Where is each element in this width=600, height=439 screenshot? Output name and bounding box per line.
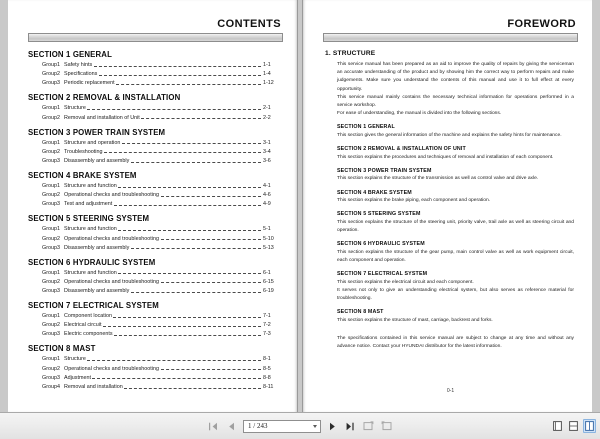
toc-entry-title[interactable]: Component location	[64, 313, 112, 320]
toc-group-number: 1	[57, 226, 60, 233]
toc-dot-leader	[103, 323, 261, 327]
toc-entry-row[interactable]	[42, 71, 283, 77]
toc-section	[28, 214, 283, 250]
foreword-section	[337, 271, 574, 303]
toc-entry-title[interactable]: Electric components	[64, 331, 113, 338]
toc-group-number: 2	[57, 192, 60, 199]
toc-entry-row[interactable]	[42, 115, 283, 121]
table-of-contents	[28, 50, 283, 390]
foreword-section-title: SECTION 2 REMOVAL & INSTALLATION OF UNIT	[337, 146, 466, 153]
toc-dot-leader	[131, 159, 261, 163]
toc-entry-row[interactable]	[42, 288, 283, 294]
previous-view-button[interactable]	[362, 418, 375, 434]
toc-group-number: 1	[57, 269, 60, 276]
toc-entry-row[interactable]	[42, 192, 283, 198]
document-page-left[interactable]	[8, 0, 298, 412]
foreword-section-title: SECTION 1 GENERAL	[337, 124, 395, 131]
toc-group-number: 1	[57, 62, 60, 68]
toc-section-title: SECTION 5 STEERING SYSTEM	[28, 214, 150, 224]
foreword-section-body: This section gives the general information of the machine and explains the safety hints for maintenance.	[337, 132, 562, 138]
document-page-right[interactable]	[302, 0, 592, 412]
toc-dot-leader	[118, 270, 261, 274]
toc-section-title: SECTION 2 REMOVAL & INSTALLATION	[28, 93, 181, 103]
toc-entry-row[interactable]	[42, 140, 283, 146]
toc-entry-row[interactable]	[42, 384, 283, 390]
toc-dot-leader	[94, 63, 261, 67]
toc-page-number: 7-1	[263, 313, 271, 320]
next-page-button[interactable]	[326, 418, 339, 434]
toc-entry-title[interactable]: Structure	[64, 105, 86, 112]
toc-group-number: 2	[57, 278, 60, 285]
toc-group-label: Group	[42, 192, 57, 199]
toc-group-number: 3	[57, 80, 60, 87]
toc-dot-leader	[161, 279, 262, 283]
toc-group-label: Group	[42, 105, 57, 112]
toc-entry-row[interactable]	[42, 245, 283, 251]
toc-page-number: 4-1	[263, 182, 271, 189]
toc-page-number: 1-4	[263, 71, 271, 78]
toc-group-number: 2	[57, 114, 60, 121]
toc-page-number: 2-2	[263, 114, 271, 121]
toc-group-label: Group	[42, 139, 57, 146]
toc-group-number: 3	[57, 157, 60, 164]
toc-entry-row[interactable]	[42, 183, 283, 189]
toc-entry-row[interactable]	[42, 226, 283, 232]
toc-dot-leader	[131, 289, 261, 293]
foreword-section-title: SECTION 5 STEERING SYSTEM	[337, 211, 421, 218]
toc-entry-title[interactable]: Operational checks and troubleshooting	[64, 192, 159, 199]
page-title-contents: CONTENTS	[217, 18, 281, 30]
toc-group-label: Group	[42, 62, 57, 68]
foreword-section-body: This section explains the structure of mast, carriage, backrest and forks.	[337, 317, 493, 323]
foreword-section	[337, 124, 574, 140]
toc-section	[28, 171, 283, 207]
toc-group-label: Group	[42, 278, 57, 285]
toc-page-number: 1-1	[263, 62, 271, 68]
foreword-paragraph: For ease of understanding, the manual is divided into the following sections.	[337, 111, 502, 117]
toc-dot-leader	[122, 140, 261, 144]
foreword-section	[337, 190, 574, 206]
toc-section-title: SECTION 6 HYDRAULIC SYSTEM	[28, 257, 156, 267]
toc-entry-title[interactable]: Structure and function	[64, 182, 117, 189]
toc-dot-leader	[114, 202, 261, 206]
toc-dot-leader	[99, 72, 261, 76]
toc-entry-row[interactable]	[42, 313, 283, 319]
toc-group-number: 2	[57, 148, 60, 155]
foreword-section-title: SECTION 8 MAST	[337, 309, 384, 316]
toc-entry-row[interactable]	[42, 62, 283, 68]
toc-entry-row[interactable]	[42, 279, 283, 285]
toc-entry-title[interactable]: Disassembly and assembly	[64, 244, 130, 251]
toc-group-number: 3	[57, 288, 60, 295]
toc-entry-title[interactable]: Removal and installation	[64, 384, 123, 390]
toc-section	[28, 93, 283, 120]
page-folio: 0-1	[446, 388, 455, 394]
toc-dot-leader	[116, 81, 261, 85]
foreword-section	[337, 309, 574, 325]
toc-group-label: Group	[42, 313, 57, 320]
page-number-value[interactable]: 1 / 243	[248, 421, 268, 430]
toc-group-number: 4	[57, 384, 60, 390]
toc-group-number: 1	[57, 182, 60, 189]
toc-entry-row[interactable]	[42, 270, 283, 276]
toc-page-number: 7-2	[263, 322, 271, 329]
foreword-heading: 1. STRUCTURE	[325, 50, 376, 57]
toc-dot-leader	[161, 193, 262, 197]
toc-entry-row[interactable]	[42, 105, 283, 111]
chevron-down-icon[interactable]	[313, 425, 317, 428]
toc-entry-row[interactable]	[42, 158, 283, 164]
foreword-section-body: This section explains the electrical circuit and each component.	[337, 279, 474, 285]
toc-entry-title[interactable]: Specifications	[64, 71, 98, 78]
single-page-view-button[interactable]	[551, 419, 564, 433]
toc-entry-title[interactable]: Disassembly and assembly	[64, 288, 130, 295]
toc-dot-leader	[87, 357, 261, 361]
toc-group-label: Group	[42, 80, 57, 87]
toc-entry-row[interactable]	[42, 331, 283, 337]
toc-entry-title[interactable]: Safety hints	[64, 62, 93, 68]
toc-dot-leader	[124, 385, 261, 389]
foreword-section-body: This section explains the brake piping, each component and operation.	[337, 198, 491, 204]
toc-entry-title[interactable]: Structure and function	[64, 226, 117, 233]
toc-entry-title[interactable]: Operational checks and troubleshooting	[64, 278, 159, 285]
toc-entry-title[interactable]: Operational checks and troubleshooting	[64, 235, 159, 242]
toc-dot-leader	[87, 106, 261, 110]
toc-group-label: Group	[42, 114, 57, 121]
toc-group-label: Group	[42, 71, 57, 78]
toc-entry-title[interactable]: Troubleshooting	[64, 148, 103, 155]
first-page-button[interactable]	[207, 418, 220, 434]
toc-section	[28, 50, 283, 86]
toc-group-label: Group	[42, 365, 57, 372]
toc-group-label: Group	[42, 331, 57, 338]
toc-section	[28, 301, 283, 337]
toc-entry-title[interactable]: Removal and installation of Unit	[64, 114, 140, 121]
toc-entry-row[interactable]	[42, 149, 283, 155]
toc-page-number: 5-1	[263, 226, 271, 233]
toc-page-number: 7-3	[263, 331, 271, 338]
toc-section	[28, 344, 283, 390]
toc-section-title: SECTION 4 BRAKE SYSTEM	[28, 170, 137, 180]
foreword-section	[337, 241, 574, 265]
toc-group-number: 2	[57, 235, 60, 242]
toc-page-number: 6-1	[263, 269, 271, 276]
foreword-section-body: This section explains the structure of the gear pump, main control valve as well as work equipment circuit, each component and operation.	[337, 249, 574, 263]
toc-section	[28, 258, 283, 294]
foreword-closing-note: The specifications contained in this service manual are subject to change at any time and without any advance notice. Contact your HYUNDAI distributor for the latest information.	[337, 335, 574, 350]
toc-group-label: Group	[42, 226, 57, 233]
toc-entry-title[interactable]: Adjustment	[64, 374, 91, 381]
toc-group-label: Group	[42, 374, 57, 381]
toc-page-number: 8-1	[263, 356, 271, 363]
toc-entry-title[interactable]: Structure and operation	[64, 139, 121, 146]
foreword-section	[337, 146, 574, 162]
toc-group-label: Group	[42, 235, 57, 242]
toc-page-number: 6-15	[263, 278, 274, 285]
toc-page-number: 3-1	[263, 139, 271, 146]
foreword-intro	[337, 61, 574, 118]
foreword-section-body: It serves not only to give an understanding electrical system, but also serves as reference material for troubleshooting.	[337, 287, 574, 301]
toc-group-number: 1	[57, 105, 60, 112]
toc-page-number: 6-19	[263, 288, 274, 295]
toc-dot-leader	[141, 115, 261, 119]
toc-entry-title[interactable]: Disassembly and assembly	[64, 157, 130, 164]
toc-group-number: 3	[57, 201, 60, 208]
foreword-section-list	[323, 124, 578, 324]
two-page-view-button[interactable]	[583, 419, 596, 433]
foreword-section-title: SECTION 4 BRAKE SYSTEM	[337, 189, 412, 196]
toc-group-label: Group	[42, 384, 57, 390]
header-rule-bar-right	[323, 33, 578, 42]
toc-group-number: 3	[57, 331, 60, 338]
toc-entry-row[interactable]	[42, 236, 283, 242]
page-number-input[interactable]	[243, 420, 321, 433]
toc-group-label: Group	[42, 244, 57, 251]
toc-group-number: 1	[57, 356, 60, 363]
toc-entry-title[interactable]: Electrical circuit	[64, 322, 102, 329]
toc-dot-leader	[92, 375, 261, 379]
page-content-right	[323, 18, 578, 402]
foreword-section	[337, 211, 574, 235]
toc-page-number: 8-11	[263, 384, 274, 390]
toc-group-label: Group	[42, 201, 57, 208]
toc-page-number: 8-5	[263, 365, 271, 372]
toc-page-number: 1-12	[263, 80, 274, 87]
toc-group-label: Group	[42, 148, 57, 155]
view-mode-group	[551, 413, 596, 439]
foreword-section-body: This section explains the structure of the steering unit, priority valve, trail axle as well as steering circuit and operation.	[337, 219, 574, 233]
toc-entry-title[interactable]: Periodic replacement	[64, 80, 115, 87]
foreword-section-title: SECTION 3 POWER TRAIN SYSTEM	[337, 167, 432, 174]
foreword-section-body: This section explains the procedures and techniques of removal and installation of each component.	[337, 154, 554, 160]
viewer-toolbar	[0, 412, 600, 439]
toc-section-title: SECTION 3 POWER TRAIN SYSTEM	[28, 127, 166, 137]
toc-page-number: 5-13	[263, 244, 274, 251]
foreword-paragraph: This service manual mainly contains the necessary technical information for operations performed in a service workshop.	[337, 94, 574, 109]
toc-page-number: 4-9	[263, 201, 271, 208]
previous-page-button[interactable]	[225, 418, 238, 434]
toc-page-number: 2-1	[263, 105, 271, 112]
toc-dot-leader	[114, 332, 261, 336]
toc-dot-leader	[118, 227, 261, 231]
toc-page-number: 5-10	[263, 235, 274, 242]
toc-group-number: 2	[57, 322, 60, 329]
toc-group-number: 2	[57, 365, 60, 372]
toc-entry-title[interactable]: Test and adjustment	[64, 201, 113, 208]
toc-entry-row[interactable]	[42, 201, 283, 207]
last-page-button[interactable]	[344, 418, 357, 434]
toc-dot-leader	[161, 236, 262, 240]
page-content-left	[28, 18, 283, 402]
header-rule-bar-left	[28, 33, 283, 42]
toc-page-number: 8-8	[263, 374, 271, 381]
next-view-button[interactable]	[380, 418, 393, 434]
toc-group-number: 2	[57, 71, 60, 78]
toc-group-label: Group	[42, 182, 57, 189]
toc-dot-leader	[104, 149, 261, 153]
toc-group-number: 1	[57, 313, 60, 320]
toc-dot-leader	[161, 366, 262, 370]
toc-entry-title[interactable]: Structure and function	[64, 269, 117, 276]
toc-group-number: 3	[57, 374, 60, 381]
foreword-section-title: SECTION 6 HYDRAULIC SYSTEM	[337, 241, 425, 248]
toc-group-label: Group	[42, 322, 57, 329]
toc-entry-row[interactable]	[42, 366, 283, 372]
toc-dot-leader	[131, 245, 261, 249]
foreword-section-title: SECTION 7 ELECTRICAL SYSTEM	[337, 271, 428, 278]
toc-section	[28, 128, 283, 164]
toc-group-number: 3	[57, 244, 60, 251]
page-navigation-group	[0, 413, 600, 439]
toc-group-number: 1	[57, 139, 60, 146]
toc-group-label: Group	[42, 157, 57, 164]
page-title-foreword: FOREWORD	[507, 18, 576, 30]
toc-entry-row[interactable]	[42, 80, 283, 86]
toc-entry-row[interactable]	[42, 322, 283, 328]
toc-dot-leader	[113, 314, 261, 318]
toc-entry-title[interactable]: Operational checks and troubleshooting	[64, 365, 159, 372]
continuous-scroll-view-button[interactable]	[567, 419, 580, 433]
toc-dot-leader	[118, 184, 261, 188]
foreword-section	[337, 168, 574, 184]
toc-entry-title[interactable]: Structure	[64, 356, 86, 363]
toc-page-number: 4-6	[263, 192, 271, 199]
toc-entry-row[interactable]	[42, 356, 283, 362]
toc-section-title: SECTION 7 ELECTRICAL SYSTEM	[28, 301, 159, 311]
toc-entry-row[interactable]	[42, 375, 283, 381]
toc-group-label: Group	[42, 356, 57, 363]
toc-section-title: SECTION 8 MAST	[28, 344, 96, 354]
toc-group-label: Group	[42, 269, 57, 276]
foreword-paragraph: This service manual has been prepared as an aid to improve the quality of repairs by giving the serviceman an accurate understanding of the product and by showing him the correct way to perform repairs and make judgements. Make sure you understand the contents of this manual and use it to full effect at every opportunity.	[337, 62, 574, 92]
toc-page-number: 3-6	[263, 157, 271, 164]
toc-page-number: 3-4	[263, 148, 271, 155]
toc-group-label: Group	[42, 288, 57, 295]
toc-section-title: SECTION 1 GENERAL	[28, 50, 112, 59]
foreword-section-body: This section explains the structure of the transmission as well as control valve and drive axle.	[337, 176, 539, 182]
